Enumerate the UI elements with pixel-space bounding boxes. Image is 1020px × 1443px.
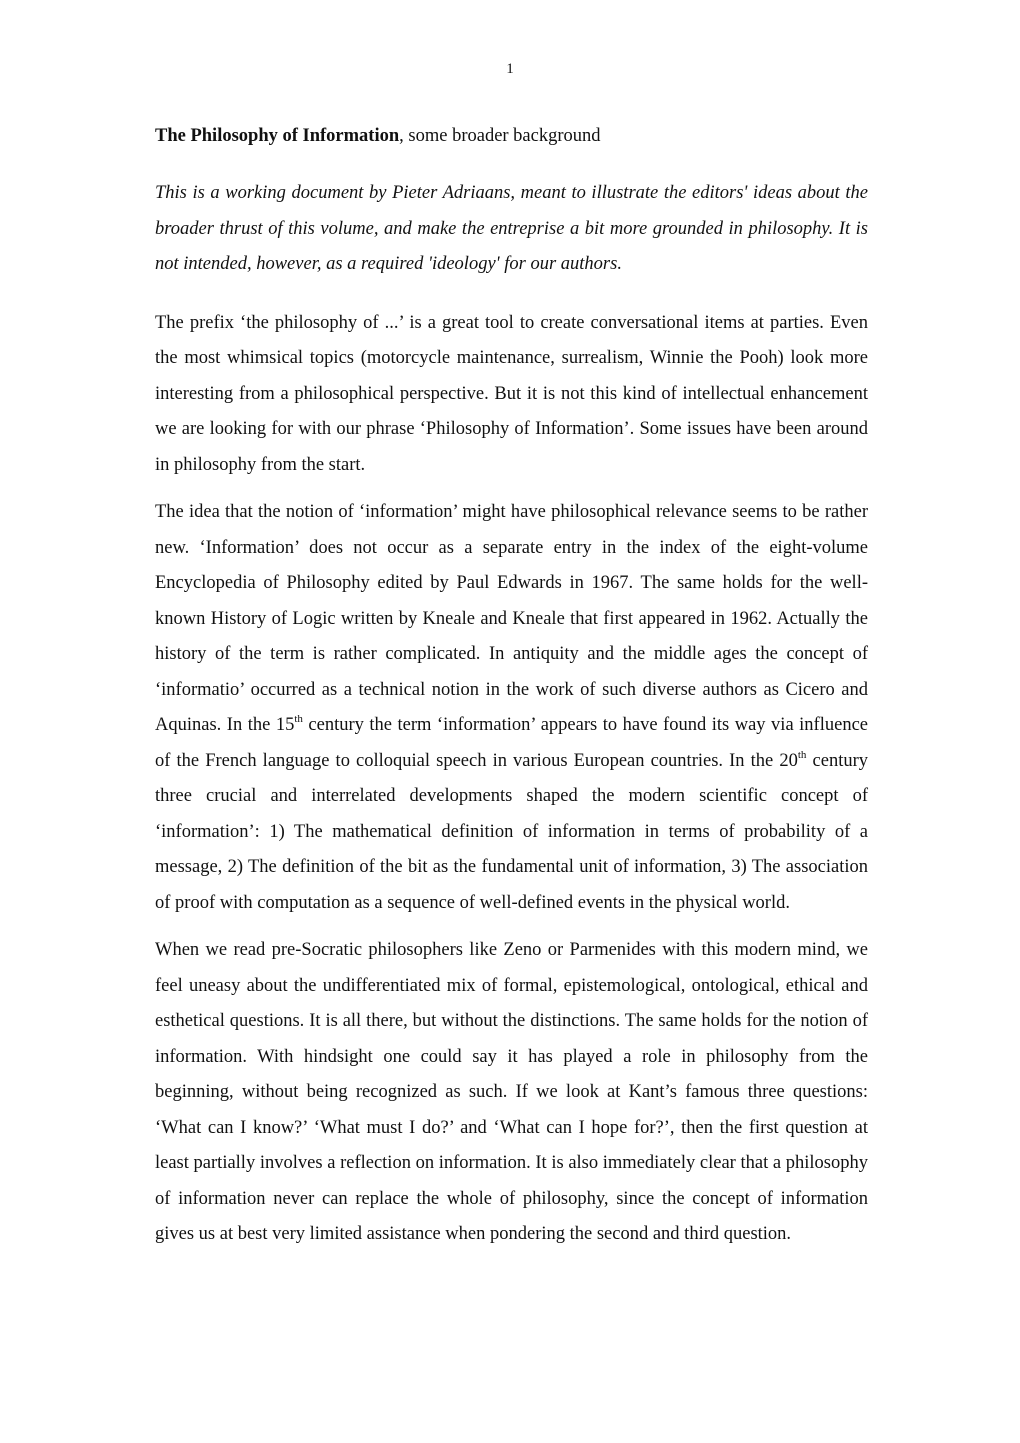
document-body xyxy=(155,118,868,1253)
title-bold: The Philosophy of Information xyxy=(155,126,400,146)
page-number: 1 xyxy=(506,61,514,77)
paragraph-history-part-c: century three crucial and interrelated developments shaped the modern scientific concept of ‘information’: 1) The mathematical definition of information in terms of probability of a message, 2) The definition of the bit as the fundamental unit of information, 3) The association of proof with computation as a sequence of well-defined events in the physical world. xyxy=(155,750,868,913)
paragraph-history xyxy=(155,495,868,921)
paragraph-presocratic: When we read pre-Socratic philosophers like Zeno or Parmenides with this modern mind, we feel uneasy about the undifferentiated mix of formal, epistemological, ontological, ethical and esthetical questions. It is all there, but without the distinctions. The same holds for the notion of information. With hindsight one could say it has played a role in philosophy from the beginning, without being recognized as such. If we look at Kant’s famous three questions: ‘What can I know?’ ‘What must I do?’ and ‘What can I hope for?’, then the first question at least partially involves a reflection on information. It is also immediately clear that a philosophy of information never can replace the whole of philosophy, since the concept of information gives us at best very limited assistance when pondering the second and third question. xyxy=(155,940,868,1244)
title-subtitle: , some broader background xyxy=(399,126,601,146)
superscript-th-15: th xyxy=(294,713,303,725)
paragraph-history-part-a: The idea that the notion of ‘information’ might have philosophical relevance seems to be rather new. ‘Information’ does not occur as a separate entry in the index of the eight-volume Encyclopedia of Philosophy edited by Paul Edwards in 1967. The same holds for the well-known History of Logic written by Kneale and Kneale that first appeared in 1962. Actually the history of the term is rather complicated. In antiquity and the middle ages the concept of ‘informatio’ occurred as a technical notion in the work of such diverse authors as Cicero and Aquinas. In the 15 xyxy=(155,502,868,735)
paragraph-history-part-b: century the term ‘information’ appears to have found its way via influence of the French language to colloquial speech in various European countries. In the 20 xyxy=(155,715,868,771)
intro-note: This is a working document by Pieter Adriaans, meant to illustrate the editors' ideas about the broader thrust of this volume, and make the entreprise a bit more grounded in philosophy. It is not intended, however, as a required 'ideology' for our authors. xyxy=(155,183,868,274)
superscript-th-20: th xyxy=(797,748,807,761)
document-title xyxy=(155,118,868,154)
paragraph-prefix: The prefix ‘the philosophy of ...’ is a great tool to create conversational items at parties. Even the most whimsical topics (motorcycle maintenance, surrealism, Winnie the Pooh) look more interesting from a philosophical perspective. But it is not this kind of intellectual enhancement we are looking for with our phrase ‘Philosophy of Information’. Some issues have been around in philosophy from the start. xyxy=(155,312,868,475)
